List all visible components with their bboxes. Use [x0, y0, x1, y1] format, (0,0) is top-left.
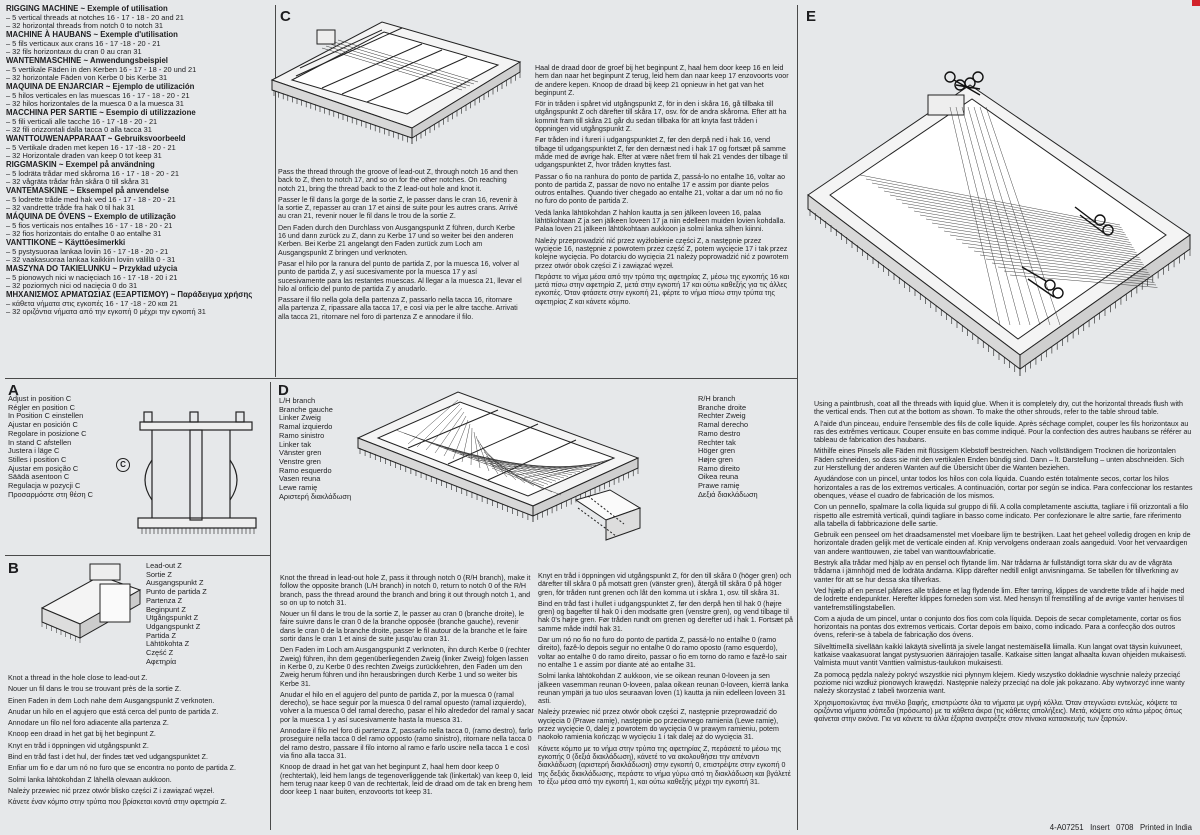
part-label: Lead-out Z [146, 562, 182, 570]
instruction-paragraph: Solmi lanka lähtökohdan Z lähellä olevaan aukkoon. [8, 775, 172, 784]
part-label: Branche droite [698, 402, 747, 412]
part-label: Regolare in posizione C [8, 428, 87, 438]
footer-insert: Insert [1090, 823, 1110, 832]
machine-title: VANTTIKONE ~ Käyttöesimerkki [6, 237, 126, 247]
a-labels [8, 395, 118, 545]
part-label: Ramo sinistro [279, 430, 325, 440]
instruction-paragraph: Knyt en tråd i öppningen vid utgångspunkt Z. [8, 741, 149, 750]
machine-title: MASZYNA DO TAKIELUNKU ~ Przykład użycia [6, 263, 178, 273]
section-letter-a: A [8, 382, 19, 399]
red-corner-mark [1192, 0, 1200, 6]
divider [270, 382, 271, 830]
instruction-paragraph: Annodare un filo nel foro adiacente alla partenza Z. [8, 719, 169, 728]
part-label: Punto de partida Z [146, 587, 207, 597]
machine-line: – 5 vertical threads at notches 16 - 17 - 18 - 20 and 21 [6, 12, 184, 22]
instruction-paragraph: Knoop een draad in het gat bij het beginpunt Z. [8, 730, 156, 739]
machine-line: – 32 vandrette tråde fra hak 0 til hak 31 [6, 203, 135, 213]
machine-title: VANTEMASKINE ~ Eksempel på anvendelse [6, 185, 169, 195]
c-instructions-left [278, 168, 523, 373]
part-label: Αριστερή διακλάδωση [279, 491, 352, 501]
machine-line: – 32 οριζόντια νήματα από την εγκοπή 0 μέχρι την εγκοπή 31 [6, 307, 206, 317]
d-right-labels [698, 395, 794, 517]
instruction-paragraph: Knot the thread in lead-out hole Z, pass it through notch 0 (R/H branch), make it follow the opposite branch (L/H branch) in notch 0, return to notch 0 of the R/H branch, pass the thread around the branch and bring it out through notch 1, and so on up to notch 31. [280, 574, 531, 607]
machine-title: RIGGMASKIN ~ Exempel på användning [6, 159, 155, 169]
part-label: Justera i läge C [8, 446, 60, 456]
machine-title: MACCHINA PER SARTIE ~ Esempio di utilizzazione [6, 107, 196, 117]
part-label: Ajustar em posição C [8, 463, 79, 473]
instruction-paragraph: Passer le fil dans la gorge de la sortie Z, le passer dans le cran 16, revenir à la sortie Z, repasser au cran 17 et ainsi de suite pour les autres crans. Arrivé au cran 21, revenir nouer le fil dans le trou de la sortie Z. [278, 195, 518, 221]
machine-title: WANTTOUWENAPPARAAT ~ Gebruiksvoorbeeld [6, 133, 186, 143]
rigging-machine-illustration-c [262, 10, 532, 170]
machine-line: – 32 poziomych nici od nacięcia 0 do 31 [6, 281, 138, 291]
glued-threads-illustration-e [800, 55, 1195, 390]
part-label: Ausgangspunkt Z [146, 578, 204, 588]
part-label: Lewe ramię [279, 483, 318, 493]
instruction-paragraph: Using a paintbrush, coat all the threads with liquid glue. When it is completely dry, cut the horizontal threads flush with the vertical ends. Then cut at the bottom as shown. To make the other shrouds, refer to the table shroud table. [814, 400, 1183, 417]
part-label: Linker Zweig [279, 413, 321, 423]
part-label: Αφετηρία [146, 656, 177, 666]
machine-line: – 5 fios verticais nos entalhes 16 - 17 - 18 - 20 - 21 [6, 220, 173, 230]
machine-line: – 32 fili orizzontali dalla tacca 0 alla tacca 31 [6, 125, 152, 135]
part-label: Ramal izquierdo [279, 422, 333, 432]
part-label: Prawe ramię [698, 481, 740, 491]
part-label: Ramo direito [698, 463, 740, 473]
instruction-paragraph: A l'aide d'un pinceau, enduire l'ensemble des fils de colle liquide. Après séchage complet, couper les fils horizontaux au ras des extrêmes verticaux. Couper ensuite en bas comme indiqué. Pour la confection des autres haubans se référer au tableau de fabrication des haubans. [814, 419, 1192, 445]
instruction-paragraph: Før tråden ind i fureri i udgangspunktet Z, før den derpå ned i hak 16, vend tilbage til udgangspunktet Z, før den dernæst ned i hak 17 og fortsæt på samme måde med de øvrige hak. Efter at være nået frem til hak 21 vendes der tilbage til udgangspunktet Z, hvor tråden knyttes fast. [535, 136, 788, 170]
machine-line: – 32 horizontal threads from notch 0 to notch 31 [6, 21, 163, 31]
machine-line: – 32 fils horizontaux du cran 0 au cran 31 [6, 47, 142, 57]
section-letter-d: D [278, 382, 289, 399]
part-label: Sortie Z [146, 569, 172, 579]
instruction-paragraph: Passar o fio na ranhura do ponto de partida Z, passá-lo no entalhe 16, voltar ao ponto de partida Z, passar de novo no entalhe 17 e assim por diante pelos outros entalhes. Quando tiver chegado ao entalhe 21, voltar a dar um nó no fio no furo do ponto de partida Z. [535, 172, 786, 206]
print-footer [1050, 823, 1192, 832]
instruction-paragraph: Περάστε το νήμα μέσα από την τρύπα της αφετηρίας Z, μέσω της εγκοπής 16 και μετά πίσω στην αφετηρία Z, μετά στην εγκοπή 17 και ούτω καθεξής για τις άλλες εγκοπές. Όταν φτάσετε στην εγκοπή 21, φέρτε το νήμα πίσω στην τρύπα της αφετηρίας Z και κάνετε κόμπο. [535, 272, 790, 306]
part-label: Vasen reuna [279, 474, 321, 484]
d-instructions-left [280, 574, 535, 829]
part-label: L/H branch [279, 397, 316, 405]
instruction-paragraph: Ayudándose con un pincel, untar todos los hilos con cola líquida. Cuando estén totalmente secos, cortar los hilos horizontales a ras de los extremos verticales. A continuación, cortar por según se indica. Para confeccionar los restantes obenques, véase el cuadro de fabricación de los mismos. [814, 475, 1193, 500]
machine-title: MÁQUINA DE ÓVENS ~ Exemplo de utilização [6, 211, 176, 221]
machine-title: WANTENMASCHINE ~ Anwendungsbeispiel [6, 55, 168, 65]
instruction-paragraph: Solmi lanka lähtökohdan Z aukkoon, vie se oikean reunan 0-loveen ja sen jälkeen vasemman reunan 0-loveen, palaa oikean reunan 0-loveen, kierrä lanka reunan ympäri ja tuo ulos seuraavan loven (1) kautta ja niin edelleen loveen 31 asti. [538, 672, 789, 706]
instruction-paragraph: Enfiar um fio e dar um nó no furo que se encontra no ponto de partida Z. [8, 764, 236, 773]
instruction-paragraph: Nouer un fil dans le trou se trouvant près de la sortie Z. [8, 685, 182, 694]
part-label: Rechter tak [698, 437, 736, 447]
machine-line: – 5 hilos verticales en las muescas 16 - 17 - 18 - 20 - 21 [6, 90, 190, 100]
footer-number: 0708 [1116, 823, 1134, 832]
d-instructions-right [538, 572, 794, 830]
instruction-paragraph: Knyt en tråd i öppningen vid utgångspunkt Z, för den till skåra 0 (höger gren) och därefter till skåra 0 på motsatt gren (vänster gren), återgå till skåra 0 på höger gren, för tråden runt grenen och låt den komma ut i skåra 1, osv. till skåra 31. [538, 572, 792, 597]
part-label: Δεξιά διακλάδωση [698, 489, 758, 499]
part-label: Προσαρμόστε στη θέση C [8, 489, 93, 499]
divider [797, 5, 798, 830]
part-label: Adjust in position C [8, 395, 72, 403]
instruction-paragraph: Con un pennello, spalmare la colla liquida sul gruppo di fili. A colla completamente asciutta, tagliare i fili orizzontali a filo rispetto alle estremità verticali, quindi tagliare in basso come indicato. Per confezionare le altre sartie, fare riferimento alla tabella di fabbricazione delle sartie. [814, 503, 1189, 528]
part-label: Ramo destro [698, 428, 741, 438]
instruction-paragraph: Pass the thread through the groove of lead-out Z, through notch 16 and then back to Z, then to notch 17, and so on for the other notches. On reaching notch 21, bring the thread back to the Z lead-out hole and knot it. [278, 168, 518, 193]
part-label: Partida Z [146, 630, 176, 640]
machine-line: – 5 lodrette tråde med hak ved 16 - 17 - 18 - 20 - 21 [6, 194, 176, 204]
instruction-paragraph: Mithilfe eines Pinsels alle Fäden mit flüssigem Klebstoff bestreichen. Nach vollständigem Trocknen die horizontalen Fäden schneiden, so dass sie mit den vertikalen Enden bündig sind. Dann – lt. Darstellung – unten abschneiden. Sich zur Herstellung der anderen Wanten auf die Übersicht über die Wanten beziehen. [814, 447, 1184, 473]
instruction-paragraph: Knoop de draad in het gat van het beginpunt Z, haal hem door keep 0 (rechtertak), leid hem langs de tegenoverliggende tak (linkertak) van keep 0, leid hem terug naar keep 0 van de rechtertak, leid de draad om de tak en breng hem door keep 1 naar buiten, enzovoorts tot keep 31. [280, 763, 533, 797]
machine-line: – 5 lodräta trådar med skårorna 16 - 17 - 18 - 20 - 21 [6, 168, 179, 178]
b-instructions [8, 674, 268, 829]
instruction-paragraph: Κάνετε κόμπο με το νήμα στην τρύπα της αφετηρίας Z, περάσετέ το μέσω της εγκοπής 0 (δεξιά διακλάδωση), κάνετέ το να ακολουθήσει την απέναντι διακλάδωση (αριστερή διακλάδωση) στην εγκοπή 0, επιστρέψτε στην εγκοπή 0 της δεξιάς διακλάδωσης, περάστε το νήμα γύρω από τη διακλάδωση και βγάλετέ το έξω μέσα από την εγκοπή 1, και ούτω καθεξής μέχρι την εγκοπή 31. [538, 744, 791, 786]
part-label: Vänster gren [279, 448, 322, 458]
part-label: Branche gauche [279, 404, 333, 414]
instruction-paragraph: Należy przewiec nić przez otwór obok części Z, następnie przeprowadzić do wycięcia 0 (Prawe ramię), następnie po przeciwnego ramienia (Lewe ramię), przez wycięcie 0, dalej z powrotem do wycięcia 0 w prawym ramieniu, potem naokoło ramienia kończąc w wycięciu 1 i tak dalej aż do wycięcia 31. [538, 708, 779, 742]
part-label: In Position C einstellen [8, 411, 84, 421]
instruction-paragraph: Ved hjælp af en pensel påføres alle trådene et lag flydende lim. Efter tørring, klippes de vandrette tråde af i højde med de lodrette endepunkter. Herefter klippes forneden som vist. Med hensyn til fremstilling af de øvrige vanter henvises til vantefremstillingstabellen. [814, 586, 1185, 612]
lead-out-illustration [30, 558, 150, 658]
instruction-paragraph: För in tråden i spåret vid utgångspunkt Z, för in den i skåra 16, gå tillbaka till utgångspunkt Z och därefter till skåra 17, osv. för de andra skårorna. Efter att ha kommit fram till skåra 21 går du sedan tillbaka för att knyta fast tråden i öppningen vid utgångspunkt Z. [535, 100, 787, 134]
instruction-paragraph: Χρησιμοποιώντας ένα πινέλο βαφής, επιστρώστε όλα τα νήματα με υγρή κόλλα. Όταν στεγνώσει εντελώς, κόψετε τα οριζόντια νήματα ισόπεδα (πρόσωπο) με τα κάθετα άκρα (τις κάθετες απολήξεις). Μετά, κόψετε στο κάτω μέρος όπως φαίνεται στην εικόνα. Για να κάνετε τα άλλα έξαρτια ανατρέξτε στον πίνακα κατασκευής των ξαρτιών. [814, 698, 1183, 724]
instruction-paragraph: Passare il filo nella gola della partenza Z, passarlo nella tacca 16, ritornare alla partenza Z, ripassare alla tacca 17, e così via per le altre tacche. Arrivati alla tacca 21, ritornare nel foro di partenza Z e annodare il filo. [278, 296, 518, 321]
instruction-paragraph: Za pomocą pędzla należy pokryć wszystkie nici płynnym klejem. Kiedy wszystko dokładnie wyschnie należy przeciąć poziome nici wzdłuż pionowych krawędzi. Następnie należy przeciąć na dole jak pokazano. Aby wytworzyć inne wanty należy skorzystać z tabeli tworzenia want. [814, 670, 1185, 696]
part-label: Ramo esquerdo [279, 465, 332, 475]
machine-title: RIGGING MACHINE ~ Exemple of utilisation [6, 5, 168, 13]
part-label: In stand C afstellen [8, 437, 72, 447]
part-label: Partenza Z [146, 595, 183, 605]
part-label: Utgångspunkt Z [146, 613, 199, 623]
instruction-paragraph: Anudar el hilo en el agujero del punto de partida Z, por la muesca 0 (ramal derecho), se hace seguir por la muesca 0 del ramal opuesto (ramal izquierdo), volver a la muesca 0 del ramal derecho, pasar el hilo alrededor del ramal y sacar por la muesca 1 y así sucesivamente hasta la muesca 31. [280, 690, 534, 724]
instruction-paragraph: Com a ajuda de um pincel, untar o conjunto dos fios com cola líquida. Depois de secar completamente, cortar os fios horizontais na pontas dos extremos verticais. Cortar depois em baixo, como indicado. Para a confecção dos outros óvens, referir-se à tabela de fabricação dos óvens. [814, 614, 1182, 640]
part-label: Część Z [146, 648, 174, 658]
part-label: Venstre gren [279, 456, 321, 466]
instruction-paragraph: Należy przewiec nić przez otwór blisko części Z i zawiązać węzeł. [8, 786, 215, 795]
e-instructions [814, 400, 1194, 810]
instruction-paragraph: Vedä lanka lähtökohdan Z hahlon kautta ja sen jälkeen loveen 16, palaa lähtökohtaan Z ja sen jälkeen loveen 17 ja niin edelleen muiden lovien kohdalla. Palaa loven 21 jälkeen lähtökohtaan aukkoon ja solmi lanka silhen kiinni. [535, 208, 786, 234]
instruction-paragraph: Den Faden im Loch am Ausgangspunkt Z verknoten, ihn durch Kerbe 0 (rechter Zweig) führen, ihn dem gegenüberliegenden Zweig (linker Zweig) folgen lassen in Kerbe 0, zu Kerbe 0 des rechten Zweigs zurückkehren, den Faden um den Zweig herum führen und ihn herausbringen durch Kerbe 1 und so weiter bis Kerbe 31. [280, 646, 530, 688]
part-label: Rechter Zweig [698, 411, 746, 421]
part-label: Ramal derecho [698, 420, 749, 430]
c-position-symbol: C [116, 458, 130, 472]
machine-line: – 5 pystysuoraa lankaa loviin 16 - 17 -18 - 20 - 21 [6, 246, 169, 256]
machine-line: – 32 vaakasuoraa lankaa kaikkiin loviin välillä 0 - 31 [6, 255, 176, 265]
rigging-list-panel [6, 5, 274, 377]
part-label: Stilles i position C [8, 454, 67, 464]
instruction-paragraph: Dar um nó no fio no furo do ponto de partida Z, passá-lo no entalhe 0 (ramo direito), fazê-lo depois seguir no entalhe 0 do ramo oposto (ramo esquerdo), voltar ao entalhe 0 do ramo direito, passar o fio em torno do ramo e fazê-lo sair no entalhe 1 e assim por diante até ao entalhe 31. [538, 636, 787, 669]
part-label: Linker tak [279, 439, 312, 449]
machine-line: – 32 hilos horizontales de la muesca 0 a la muesca 31 [6, 99, 184, 109]
part-label: Regulacja w pozycji C [8, 481, 81, 491]
part-label: Lähtökohta Z [146, 639, 190, 649]
machine-title: MAQUINA DE ENJARCIAR ~ Ejemplo de utilización [6, 81, 195, 91]
part-label: R/H branch [698, 395, 736, 403]
instruction-paragraph: Anudar un hilo en el agujero que está cerca del punto de partida Z. [8, 707, 219, 716]
section-letter-e: E [806, 8, 817, 25]
instruction-paragraph: Nouer un fil dans le trou de la sortie Z, le passer au cran 0 (branche droite), le faire suivre dans le cran 0 de la branche opposée (branche gauche), revenir dans le cran 0 de la branche droite, passer le fil autour de la branche et le faire sortir dans le cran 1 et ainsi de suite jusqu'au cran 31. [280, 610, 528, 644]
machine-line: – 5 pionowych nici w nacięciach 16 - 17 -18 - 20 i 21 [6, 272, 178, 282]
machine-line: – 5 fils verticaux aux crans 16 - 17 -18 - 20 - 21 [6, 38, 161, 48]
instruction-paragraph: Knot a thread in the hole close to lead-out Z. [8, 674, 148, 682]
part-label: Udgangspunkt Z [146, 621, 201, 631]
machine-line: – κάθετα νήματα στις εγκοπές 16 - 17 -18 - 20 και 21 [6, 298, 178, 308]
machine-line: – 32 fios horizontais do entalhe 0 ao entalhe 31 [6, 229, 162, 239]
section-letter-c: C [280, 8, 291, 25]
part-label: Säädä asentoon C [8, 472, 70, 482]
instruction-paragraph: Annodare il filo nel foro di partenza Z, passarlo nella tacca 0, (ramo destro), farlo proseguire nella tacca 0 del ramo opposto (ramo sinistro), ritornare nella tacca 0 del ramo destro, passare il filo intorno al ramo e farlo uscire nella tacca 1 e così via fino alla tacca 31. [280, 727, 533, 760]
c-instructions-right [535, 64, 790, 374]
instruction-paragraph: Pasar el hilo por la ranura del punto de partida Z, por la muesca 16, volver al punto de partida Z, y así sucesivamente por la muesca 17 y así sucesivamente para las restantes muescas. Al llegar a la muesca 21, llevar el hilo al orificio del punto de partida Z y anudarlo. [278, 259, 522, 293]
divider [5, 555, 270, 556]
adjustment-frame-illustration [130, 400, 265, 550]
instruction-paragraph: Bind en tråd fast i det hul, der findes tæt ved udgangspunktet Z. [8, 753, 208, 762]
footer-printed: Printed in India [1139, 823, 1192, 832]
machine-line: – 32 vågräta trådar från skåra 0 till skåra 31 [6, 177, 149, 187]
part-label: Régler en position C [8, 402, 75, 412]
part-label: Beginpunt Z [146, 604, 186, 614]
instruction-paragraph: Den Faden durch den Durchlass von Ausgangspunkt Z führen, durch Kerbe 16 und dann zurück zu Z, dann zu Kerbe 17 und so weiter bei den anderen Kerben. Bei Kerbe 21 angelangt den Faden zurück zum Loch am Ausgangspunkt Z bringen und verknoten. [278, 223, 515, 257]
machine-title: ΜΗΧΑΝΙΣΜΟΣ ΑΡΜΑΤΩΣΙΑΣ (ΕΞΑΡΤΙΣΜΟΥ) ~ Παράδειγμα χρήσης [6, 289, 253, 299]
machine-line: – 32 horizontale Fäden von Kerbe 0 bis Kerbe 31 [6, 73, 168, 83]
machine-line: – 5 vertikale Fäden in den Kerben 16 - 17 - 18 - 20 und 21 [6, 64, 197, 74]
instruction-paragraph: Bestryk alla trådar med hjälp av en pensel och flytande lim. När trådarna är fullständigt torra skär du av de vågräta trådarna i jämnhöjd med de lodräta ändarna. Klipp därefter nedtill enligt anvisningarna. Se tabellen för tillverkning av vanter för att se hur dessa ska tillverkas. [814, 559, 1179, 584]
machine-line: – 5 fili verticali alle tacche 16 - 17 -18 - 20 - 21 [6, 116, 158, 126]
instruction-paragraph: Silvelttimellä sivellään kaikki lakäytä sivellintä ja sivele langat nestemäisellä liimalla. Kun langat ovat täysin kuivuneet, katkaise vaakasuorat langat pystysuorien äärirajojen tasalle. Katkaise sitten langat alhaalta kuvan ohjeiden mukaisesti. Valmista muut vantit Vanttien valmistus-taulukon mukaisesti. [814, 642, 1187, 668]
rigging-machine-illustration-d [348, 378, 648, 563]
instruction-paragraph: Haal de draad door de groef bij het beginpunt Z, haal hem door keep 16 en leid hem dan naar het beginpunt Z terug, leid hem dan naar keep 17 enzovoorts voor de andere kepen. Knoop de draad bij keep 21 opnieuw in het gat van het beginpunt Z. [535, 64, 789, 97]
instruction-paragraph: Bind en tråd fast i hullet i udgangspunktet Z, før den derpå hen til hak 0 (højre gren) og bagefter til hak 0 i den modsatte gren (venstre gren), og vend tilbage til hak 0's højre gren. Før tråden rundt om grenen og derefter ud i hak 1. Fortsæt på samme måde indtil hak 31. [538, 599, 793, 633]
instruction-paragraph: Należy przeprowadzić nić przez wyżłobienie części Z, a następnie przez wycięcie 16, następnie z powrotem przez część Z, potem wycięcie 17 i tak przez kolejne wycięcia. Po dotarciu do wycięcia 21 należy poprowadzić nić z powrotem przez otwór obok części Z i zawiązać węzeł. [535, 236, 789, 270]
machine-line: – 32 Horizontale draden van keep 0 tot keep 31 [6, 151, 162, 161]
footer-code: 4-A07251 [1049, 823, 1084, 832]
instruction-paragraph: Gebruik een penseel om het draadsamenstel met vloeibare lijm te bestrijken. Laat het geheel volledig drogen en knip de horizontale draden gelijk met de verticale einden af. Knip vervolgens onderaan zoals aangeduid. Voor het vervaardigen van andere wanttouwen, zie tabel van wanttouwfabricatie. [814, 531, 1191, 556]
machine-line: – 5 Vertikale draden met kepen 16 - 17 -18 - 20 - 21 [6, 142, 176, 152]
section-letter-b: B [8, 560, 19, 577]
part-label: Ajustar en posición C [8, 420, 78, 430]
b-labels [146, 562, 266, 672]
machine-title: MACHINE À HAUBANS ~ Exemple d'utilisation [6, 29, 178, 39]
part-label: Höger gren [698, 446, 735, 456]
part-label: Højre gren [698, 454, 733, 464]
instruction-paragraph: Κάνετε έναν κόμπο στην τρύπα που βρίσκεται κοντά στην αφετηρία Z. [8, 798, 227, 807]
instruction-paragraph: Einen Faden in dem Loch nahe dem Ausgangspunkt Z verknoten. [8, 696, 215, 705]
part-label: Oikea reuna [698, 472, 739, 482]
